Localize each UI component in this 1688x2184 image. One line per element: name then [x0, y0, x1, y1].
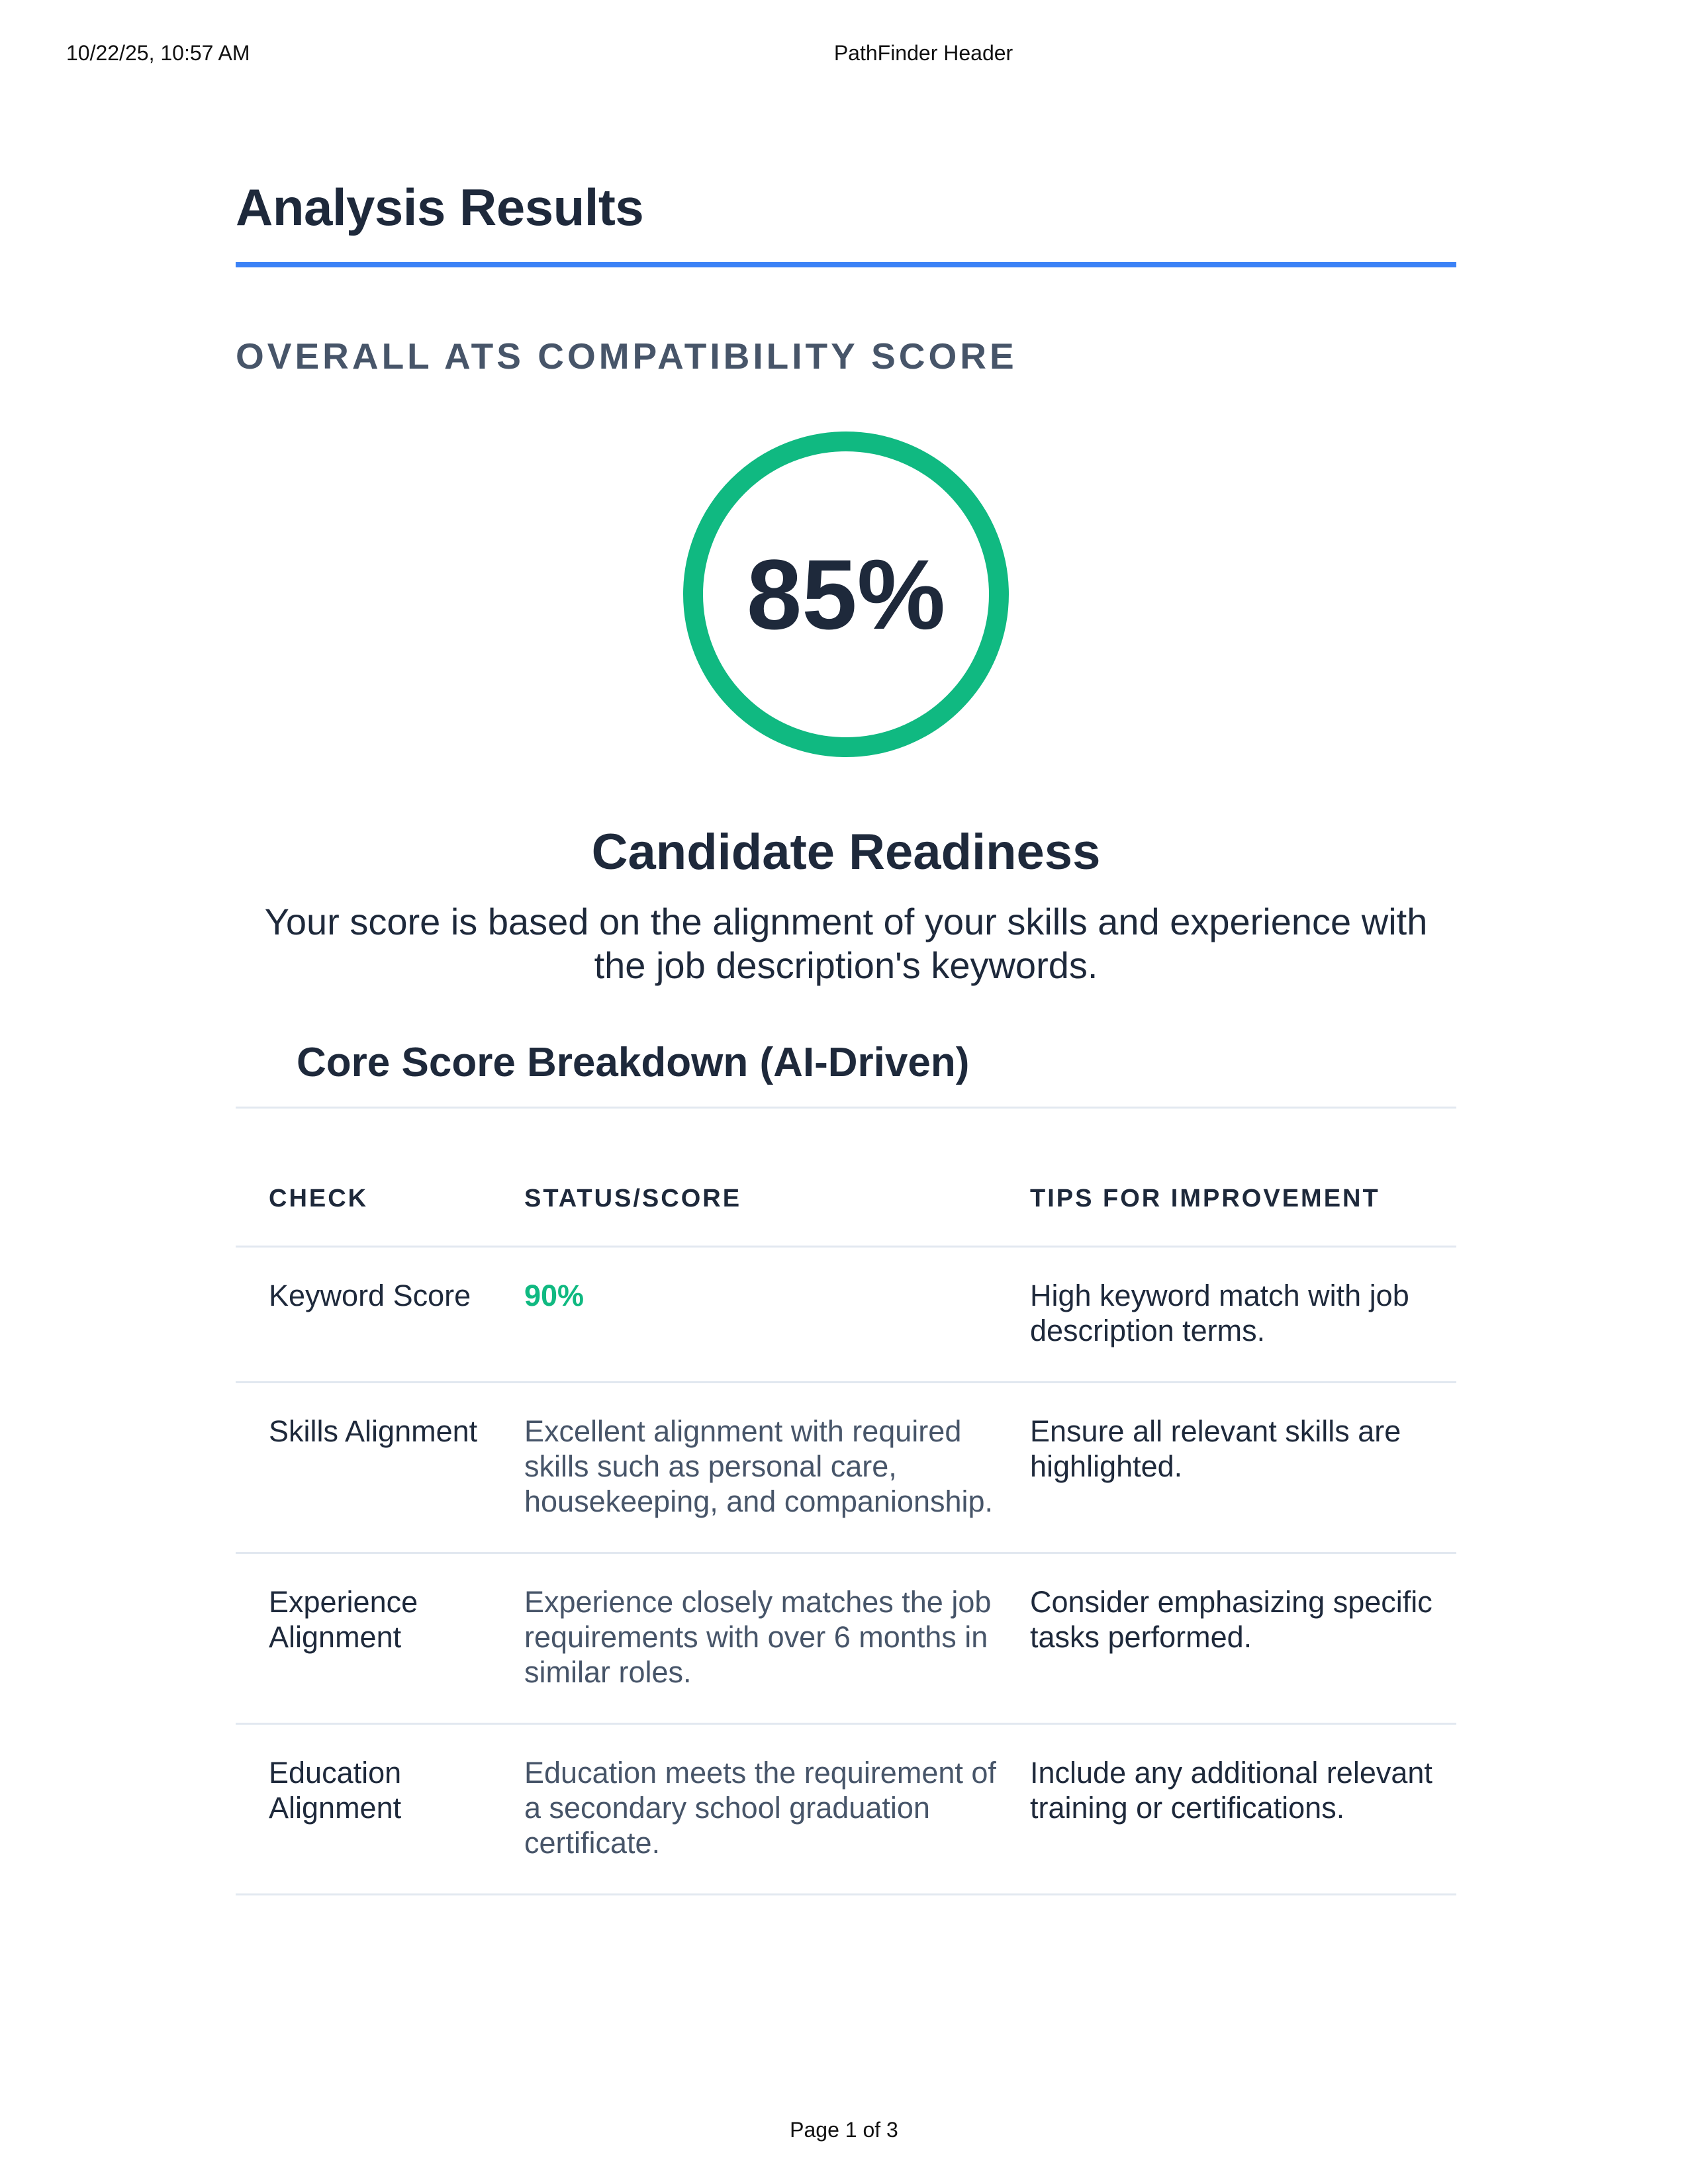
table-header-row — [236, 1152, 1456, 1247]
check-name: Keyword Score — [236, 1247, 491, 1383]
check-name: Skills Alignment — [236, 1383, 491, 1553]
page-title: Analysis Results — [236, 178, 644, 236]
improvement-tip: Consider emphasizing specific tasks performed. — [997, 1553, 1456, 1724]
column-header-tips: TIPS FOR IMPROVEMENT — [997, 1152, 1456, 1247]
page-number: Page 1 of 3 — [790, 2118, 898, 2142]
print-header-title: PathFinder Header — [833, 41, 1013, 65]
breakdown-divider — [236, 1107, 1456, 1109]
column-header-status: STATUS/SCORE — [491, 1152, 997, 1247]
check-name: Experience Alignment — [236, 1553, 491, 1724]
readiness-title: Candidate Readiness — [591, 824, 1101, 880]
overall-score-value: 85% — [746, 538, 946, 650]
column-header-check: CHECK — [236, 1152, 491, 1247]
improvement-tip: Include any additional relevant training or certifications. — [997, 1724, 1456, 1895]
improvement-tip: Ensure all relevant skills are highlighted. — [997, 1383, 1456, 1553]
print-datetime: 10/22/25, 10:57 AM — [66, 41, 250, 65]
status-score: 90% — [491, 1247, 997, 1383]
title-divider — [236, 262, 1456, 267]
table-row — [236, 1724, 1456, 1895]
improvement-tip: High keyword match with job description terms. — [997, 1247, 1456, 1383]
status-score: Experience closely matches the job requirements with over 6 months in similar roles. — [491, 1553, 997, 1724]
overall-score-label: OVERALL ATS COMPATIBILITY SCORE — [236, 336, 1017, 377]
score-ring — [680, 429, 1011, 760]
check-name: Education Alignment — [236, 1724, 491, 1895]
readiness-description: Your score is based on the alignment of your skills and experience with the job description's keywords. — [264, 901, 1428, 986]
breakdown-title: Core Score Breakdown (AI-Driven) — [297, 1040, 970, 1085]
status-score: Excellent alignment with required skills such as personal care, housekeeping, and companionship. — [491, 1383, 997, 1553]
table-row — [236, 1247, 1456, 1383]
status-score: Education meets the requirement of a secondary school graduation certificate. — [491, 1724, 997, 1895]
table-row — [236, 1553, 1456, 1724]
table-row — [236, 1383, 1456, 1553]
score-breakdown-table — [236, 1152, 1456, 1895]
